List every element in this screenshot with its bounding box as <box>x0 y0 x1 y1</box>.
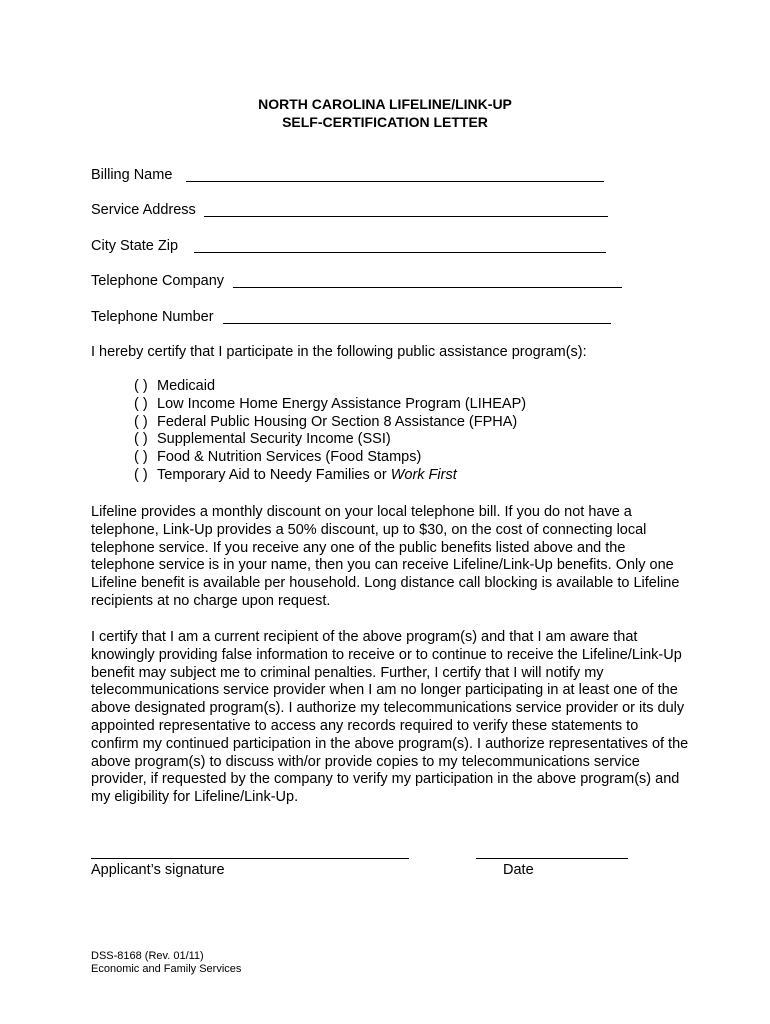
program-checklist <box>134 378 526 485</box>
program-checkbox[interactable]: ( ) <box>134 449 148 466</box>
program-item-tanf <box>134 467 526 485</box>
billing-name-label: Billing Name <box>91 167 173 183</box>
program-label: Food & Nutrition Services (Food Stamps) <box>157 449 422 466</box>
city-state-zip-label: City State Zip <box>91 238 179 254</box>
program-label: Federal Public Housing Or Section 8 Assistance (FPHA) <box>157 413 518 430</box>
program-checkbox[interactable]: ( ) <box>134 431 148 448</box>
program-checkbox[interactable]: ( ) <box>134 378 148 394</box>
program-label: Low Income Home Energy Assistance Program (LIHEAP) <box>157 395 527 412</box>
program-checkbox[interactable]: ( ) <box>134 395 148 412</box>
program-label-italic: Work First <box>390 466 457 483</box>
form-title-line-1: NORTH CAROLINA LIFELINE/LINK-UP <box>258 96 512 112</box>
service-address-label: Service Address <box>91 202 196 218</box>
date-line[interactable] <box>476 858 628 859</box>
form-title-line-2: SELF-CERTIFICATION LETTER <box>282 114 488 130</box>
service-address-field[interactable] <box>206 200 606 217</box>
certify-intro: I hereby certify that I participate in the following public assistance program(s): <box>91 344 587 360</box>
program-checkbox[interactable]: ( ) <box>134 466 148 483</box>
billing-name-field[interactable] <box>188 165 602 182</box>
program-item-liheap <box>134 396 526 414</box>
telephone-company-label: Telephone Company <box>91 273 225 289</box>
program-label: Temporary Aid to Needy Families or <box>157 466 391 483</box>
telephone-company-field[interactable] <box>235 271 620 288</box>
program-item-ssi <box>134 431 526 449</box>
program-item-medicaid <box>134 378 526 396</box>
applicant-signature-label: Applicant’s signature <box>91 862 225 878</box>
program-item-fpha <box>134 414 526 432</box>
date-label: Date <box>503 862 534 878</box>
division-name: Economic and Family Services <box>91 963 242 975</box>
form-number: DSS-8168 (Rev. 01/11) <box>91 950 204 962</box>
program-label: Medicaid <box>157 378 216 394</box>
telephone-number-label: Telephone Number <box>91 309 214 325</box>
certification-paragraph: I certify that I am a current recipient of the above program(s) and that I am aware that knowingly providing false information to receive or to continue to receive the Lifeline/Link-Up benefit may subject me to criminal penalties. Further, I certify that I will notify my telecommunications service provider when I am no longer participating in at least one of the above designated program(s). I authorize my telecommunications service provider or its duly appointed representative to access any records required to verify these statements to confirm my continued participation in the above program(s). I authorize representatives of the above program(s) to discuss with/or provide copies to my telecommunications service provider, if requested by the company to verify my participation in the above program(s) and my eligibility for Lifeline/Link-Up. <box>91 629 689 806</box>
telephone-number-field[interactable] <box>225 307 609 324</box>
program-item-food-stamps <box>134 449 526 467</box>
city-state-zip-field[interactable] <box>196 236 604 253</box>
program-checkbox[interactable]: ( ) <box>134 413 148 430</box>
applicant-signature-line[interactable] <box>91 858 409 859</box>
program-label: Supplemental Security Income (SSI) <box>157 431 391 448</box>
lifeline-info-paragraph: Lifeline provides a monthly discount on your local telephone bill. If you do not have a telephone, Link-Up provides a 50% discount, up to $30, on the cost of connecting local telephone service. If you receive any one of the public benefits listed above and the telephone service is in your name, then you can receive Lifeline/Link-Up benefits. Only one Lifeline benefit is available per household. Long distance call blocking is available to Lifeline recipients at no charge upon request. <box>91 504 680 609</box>
